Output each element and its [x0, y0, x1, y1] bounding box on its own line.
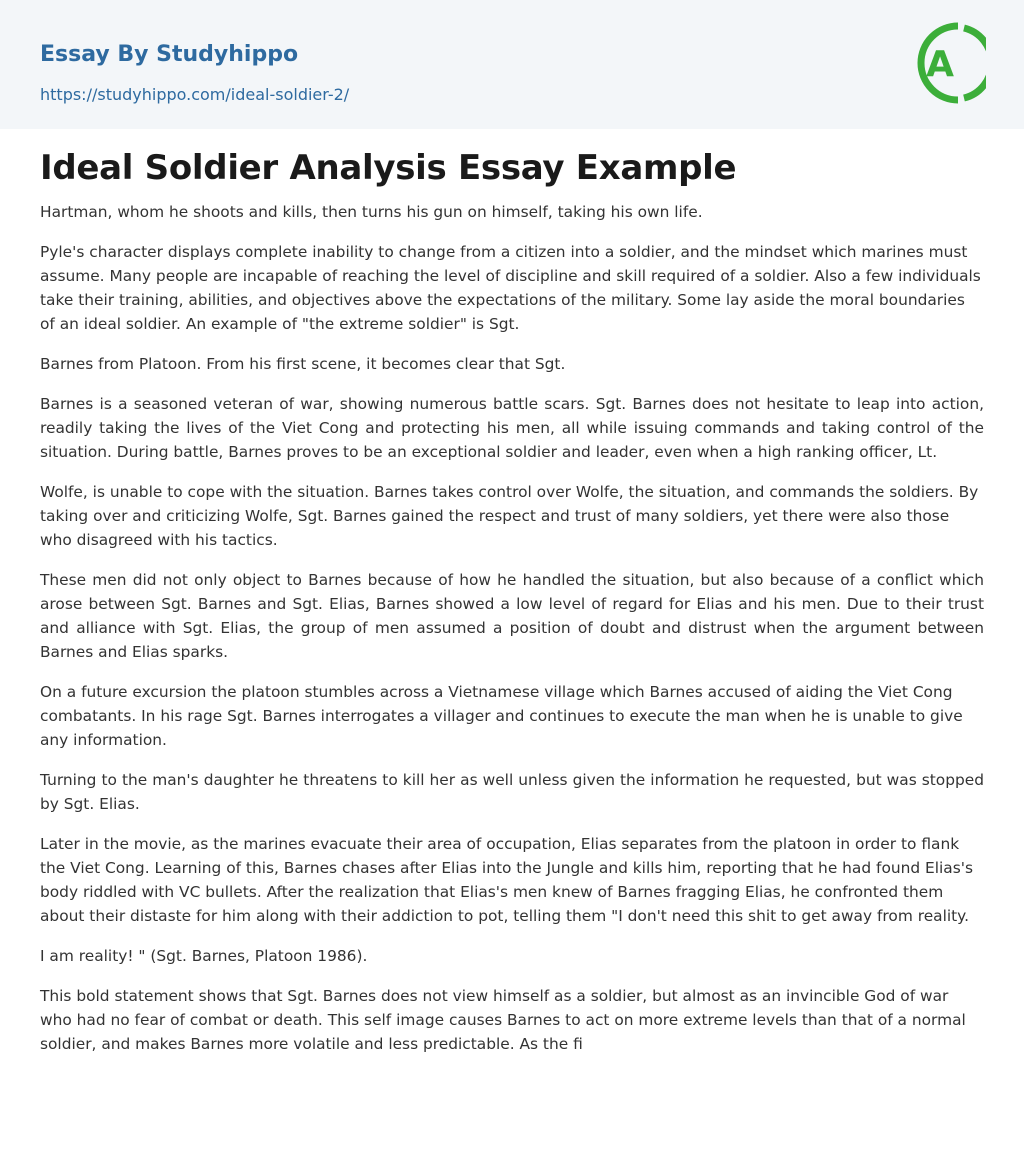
site-brand[interactable]: Essay By Studyhippo	[40, 42, 299, 67]
paragraph: These men did not only object to Barnes because of how he handled the situation, but also because of a conflict which arose between Sgt. Barnes and Sgt. Elias, Barnes showed a low level of regard for Elias and his men. Due to their trust and alliance with Sgt. Elias, the group of men assumed a position of doubt and distrust when the argument between Barnes and Elias sparks.	[40, 571, 984, 661]
paragraph: On a future excursion the platoon stumbles across a Vietnamese village which Barnes accused of aiding the Viet Cong combatants. In his rage Sgt. Barnes interrogates a villager and continues to execute the man when he is unable to give any information.	[40, 683, 963, 749]
paragraph: Barnes is a seasoned veteran of war, showing numerous battle scars. Sgt. Barnes does not hesitate to leap into action, readily taking the lives of the Viet Cong and protecting his men, all while issuing commands and taking control of the situation. During battle, Barnes proves to be an exceptional soldier and leader, even when a high ranking officer, Lt.	[40, 395, 984, 461]
page-title: Ideal Soldier Analysis Essay Example	[40, 148, 737, 188]
paragraph: Later in the movie, as the marines evacuate their area of occupation, Elias separates from the platoon in order to flank the Viet Cong. Learning of this, Barnes chases after Elias into the Jungle and kills him, reporting that he had found Elias's body riddled with VC bullets. After the realization that Elias's men knew of Barnes fragging Elias, he confronted them about their distaste for him along with their addiction to pot, telling them "I don't need this shit to get away from reality.	[40, 835, 974, 925]
studyhippo-logo-icon[interactable]	[914, 20, 986, 106]
source-url-link[interactable]: https://studyhippo.com/ideal-soldier-2/	[40, 85, 350, 104]
paragraph: Pyle's character displays complete inability to change from a citizen into a soldier, and the mindset which marines must assume. Many people are incapable of reaching the level of discipline and skill required of a soldier. Also a few individuals take their training, abilities, and objectives above the expectations of the military. Some lay aside the moral boundaries of an ideal soldier. An example of "the extreme soldier" is Sgt.	[40, 243, 981, 333]
paragraph: I am reality! " (Sgt. Barnes, Platoon 1986).	[40, 947, 368, 965]
paragraph: Turning to the man's daughter he threatens to kill her as well unless given the information he requested, but was stopped by Sgt. Elias.	[40, 771, 984, 813]
paragraph: Barnes from Platoon. From his first scene, it becomes clear that Sgt.	[40, 355, 566, 373]
logo-letter: A	[926, 44, 954, 85]
site-header	[0, 0, 1024, 129]
paragraph: Hartman, whom he shoots and kills, then turns his gun on himself, taking his own life.	[40, 203, 703, 221]
essay-body	[40, 200, 984, 1072]
paragraph: Wolfe, is unable to cope with the situation. Barnes takes control over Wolfe, the situation, and commands the soldiers. By taking over and criticizing Wolfe, Sgt. Barnes gained the respect and trust of many soldiers, yet there were also those who disagreed with his tactics.	[40, 483, 979, 549]
paragraph: This bold statement shows that Sgt. Barnes does not view himself as a soldier, but almost as an invincible God of war who had no fear of combat or death. This self image causes Barnes to act on more extreme levels than that of a normal soldier, and makes Barnes more volatile and less predictable. As the fi	[40, 987, 966, 1053]
